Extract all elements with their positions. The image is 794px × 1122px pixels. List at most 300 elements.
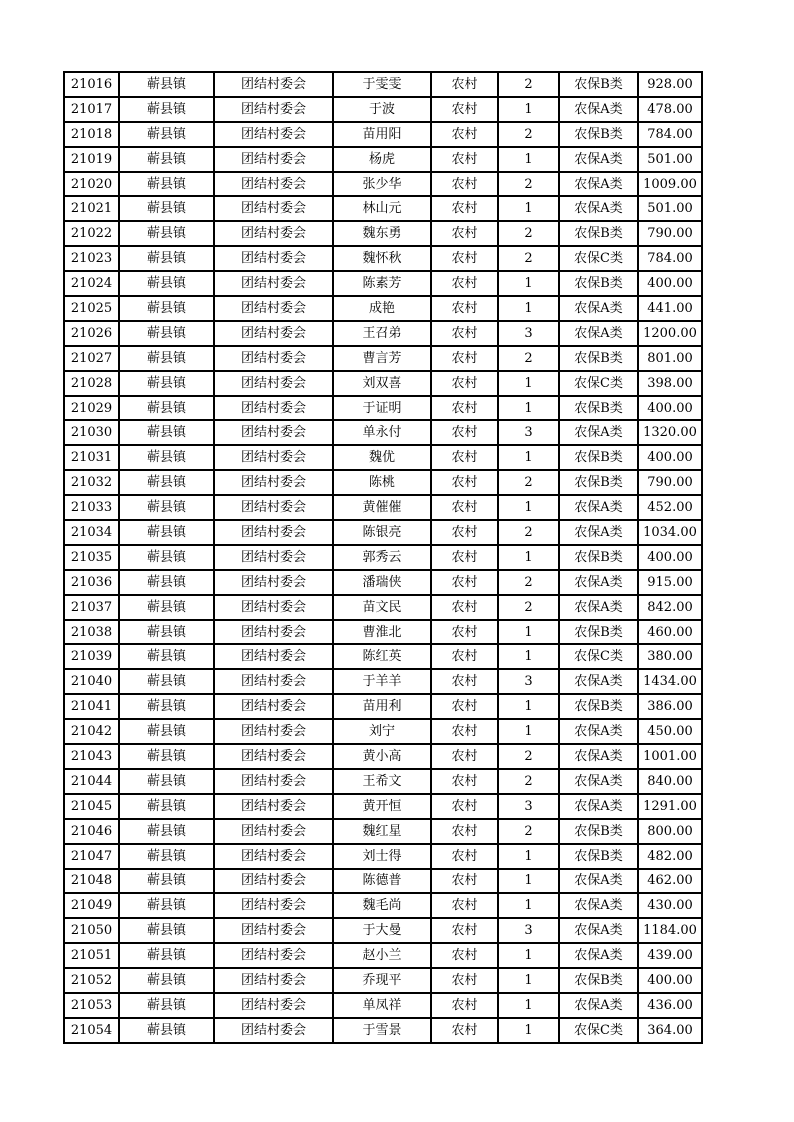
cell-serial-number: 21044 (64, 769, 119, 794)
cell-person-name: 乔现平 (333, 968, 431, 993)
cell-town: 蕲县镇 (119, 570, 214, 595)
cell-person-count: 1 (498, 371, 559, 396)
cell-village-committee: 团结村委会 (214, 520, 333, 545)
cell-person-name: 成艳 (333, 296, 431, 321)
cell-insurance-category: 农保B类 (559, 819, 638, 844)
cell-insurance-category: 农保B类 (559, 122, 638, 147)
cell-person-count: 1 (498, 296, 559, 321)
cell-person-count: 1 (498, 1018, 559, 1043)
cell-village-committee: 团结村委会 (214, 221, 333, 246)
cell-village-committee: 团结村委会 (214, 396, 333, 421)
table-row (64, 271, 702, 296)
cell-village-committee: 团结村委会 (214, 545, 333, 570)
cell-residence-type: 农村 (431, 943, 498, 968)
cell-person-name: 陈桃 (333, 470, 431, 495)
table-row (64, 595, 702, 620)
cell-insurance-category: 农保A类 (559, 993, 638, 1018)
cell-serial-number: 21041 (64, 694, 119, 719)
table-row (64, 97, 702, 122)
cell-person-count: 1 (498, 445, 559, 470)
cell-town: 蕲县镇 (119, 893, 214, 918)
table-row (64, 769, 702, 794)
table-row (64, 196, 702, 221)
cell-person-count: 1 (498, 869, 559, 894)
cell-town: 蕲县镇 (119, 520, 214, 545)
cell-village-committee: 团结村委会 (214, 794, 333, 819)
cell-amount: 400.00 (638, 445, 702, 470)
cell-village-committee: 团结村委会 (214, 196, 333, 221)
cell-residence-type: 农村 (431, 893, 498, 918)
cell-person-name: 赵小兰 (333, 943, 431, 968)
cell-insurance-category: 农保A类 (559, 172, 638, 197)
cell-town: 蕲县镇 (119, 470, 214, 495)
cell-town: 蕲县镇 (119, 844, 214, 869)
cell-residence-type: 农村 (431, 72, 498, 97)
cell-residence-type: 农村 (431, 644, 498, 669)
table-row (64, 869, 702, 894)
table-row (64, 72, 702, 97)
cell-serial-number: 21037 (64, 595, 119, 620)
cell-insurance-category: 农保A类 (559, 495, 638, 520)
cell-person-name: 于波 (333, 97, 431, 122)
cell-insurance-category: 农保B类 (559, 470, 638, 495)
cell-residence-type: 农村 (431, 545, 498, 570)
cell-person-name: 林山元 (333, 196, 431, 221)
cell-serial-number: 21017 (64, 97, 119, 122)
cell-village-committee: 团结村委会 (214, 296, 333, 321)
cell-amount: 430.00 (638, 893, 702, 918)
cell-village-committee: 团结村委会 (214, 371, 333, 396)
cell-village-committee: 团结村委会 (214, 246, 333, 271)
cell-insurance-category: 农保A类 (559, 420, 638, 445)
cell-residence-type: 农村 (431, 445, 498, 470)
cell-town: 蕲县镇 (119, 246, 214, 271)
cell-town: 蕲县镇 (119, 296, 214, 321)
cell-person-name: 黄小高 (333, 744, 431, 769)
cell-town: 蕲县镇 (119, 420, 214, 445)
table-row (64, 744, 702, 769)
table-row (64, 620, 702, 645)
cell-residence-type: 农村 (431, 819, 498, 844)
payment-table (63, 71, 703, 1044)
cell-residence-type: 农村 (431, 744, 498, 769)
cell-amount: 1034.00 (638, 520, 702, 545)
cell-amount: 1291.00 (638, 794, 702, 819)
cell-person-name: 于大曼 (333, 918, 431, 943)
cell-insurance-category: 农保A类 (559, 943, 638, 968)
cell-serial-number: 21026 (64, 321, 119, 346)
cell-village-committee: 团结村委会 (214, 595, 333, 620)
cell-amount: 1320.00 (638, 420, 702, 445)
cell-town: 蕲县镇 (119, 993, 214, 1018)
cell-village-committee: 团结村委会 (214, 346, 333, 371)
table-row (64, 172, 702, 197)
cell-residence-type: 农村 (431, 221, 498, 246)
cell-serial-number: 21038 (64, 620, 119, 645)
cell-insurance-category: 农保A类 (559, 744, 638, 769)
cell-town: 蕲县镇 (119, 221, 214, 246)
cell-serial-number: 21049 (64, 893, 119, 918)
cell-village-committee: 团结村委会 (214, 893, 333, 918)
cell-person-name: 魏东勇 (333, 221, 431, 246)
cell-person-name: 苗用阳 (333, 122, 431, 147)
cell-amount: 400.00 (638, 396, 702, 421)
cell-serial-number: 21039 (64, 644, 119, 669)
table-row (64, 1018, 702, 1043)
cell-person-count: 3 (498, 794, 559, 819)
cell-person-name: 陈德普 (333, 869, 431, 894)
cell-town: 蕲县镇 (119, 769, 214, 794)
cell-residence-type: 农村 (431, 669, 498, 694)
cell-amount: 915.00 (638, 570, 702, 595)
cell-residence-type: 农村 (431, 869, 498, 894)
cell-insurance-category: 农保A类 (559, 97, 638, 122)
cell-person-count: 2 (498, 346, 559, 371)
cell-insurance-category: 农保C类 (559, 1018, 638, 1043)
cell-town: 蕲县镇 (119, 869, 214, 894)
cell-serial-number: 21036 (64, 570, 119, 595)
cell-village-committee: 团结村委会 (214, 495, 333, 520)
cell-person-count: 2 (498, 819, 559, 844)
table-row (64, 669, 702, 694)
cell-amount: 400.00 (638, 545, 702, 570)
cell-amount: 452.00 (638, 495, 702, 520)
cell-town: 蕲县镇 (119, 346, 214, 371)
cell-person-count: 1 (498, 396, 559, 421)
cell-person-name: 陈素芳 (333, 271, 431, 296)
table-row (64, 968, 702, 993)
cell-insurance-category: 农保A类 (559, 669, 638, 694)
cell-amount: 400.00 (638, 968, 702, 993)
cell-insurance-category: 农保A类 (559, 147, 638, 172)
cell-village-committee: 团结村委会 (214, 943, 333, 968)
cell-town: 蕲县镇 (119, 396, 214, 421)
cell-person-count: 1 (498, 495, 559, 520)
cell-town: 蕲县镇 (119, 744, 214, 769)
cell-amount: 450.00 (638, 719, 702, 744)
cell-person-count: 3 (498, 918, 559, 943)
table-row (64, 893, 702, 918)
cell-residence-type: 农村 (431, 570, 498, 595)
cell-amount: 436.00 (638, 993, 702, 1018)
table-row (64, 794, 702, 819)
cell-amount: 501.00 (638, 196, 702, 221)
cell-village-committee: 团结村委会 (214, 72, 333, 97)
table-row (64, 420, 702, 445)
cell-amount: 800.00 (638, 819, 702, 844)
cell-insurance-category: 农保A类 (559, 570, 638, 595)
cell-residence-type: 农村 (431, 595, 498, 620)
cell-person-name: 魏怀秋 (333, 246, 431, 271)
cell-residence-type: 农村 (431, 271, 498, 296)
cell-serial-number: 21021 (64, 196, 119, 221)
cell-amount: 386.00 (638, 694, 702, 719)
cell-insurance-category: 农保A类 (559, 321, 638, 346)
cell-person-count: 2 (498, 246, 559, 271)
cell-person-name: 于证明 (333, 396, 431, 421)
cell-person-count: 2 (498, 470, 559, 495)
table-row (64, 396, 702, 421)
table-row (64, 321, 702, 346)
cell-insurance-category: 农保A类 (559, 918, 638, 943)
cell-residence-type: 农村 (431, 172, 498, 197)
cell-town: 蕲县镇 (119, 371, 214, 396)
cell-serial-number: 21050 (64, 918, 119, 943)
table-row (64, 246, 702, 271)
table-row (64, 545, 702, 570)
cell-insurance-category: 农保B类 (559, 694, 638, 719)
cell-residence-type: 农村 (431, 246, 498, 271)
cell-serial-number: 21052 (64, 968, 119, 993)
table-row (64, 943, 702, 968)
cell-residence-type: 农村 (431, 396, 498, 421)
cell-person-name: 苗文民 (333, 595, 431, 620)
table-row (64, 918, 702, 943)
cell-village-committee: 团结村委会 (214, 644, 333, 669)
cell-insurance-category: 农保C类 (559, 246, 638, 271)
cell-person-count: 1 (498, 694, 559, 719)
cell-residence-type: 农村 (431, 346, 498, 371)
table-row (64, 520, 702, 545)
cell-person-name: 魏优 (333, 445, 431, 470)
cell-person-name: 王召弟 (333, 321, 431, 346)
cell-person-count: 3 (498, 420, 559, 445)
cell-person-name: 潘瑞侠 (333, 570, 431, 595)
cell-insurance-category: 农保B类 (559, 968, 638, 993)
cell-person-name: 王希文 (333, 769, 431, 794)
cell-amount: 441.00 (638, 296, 702, 321)
cell-person-count: 1 (498, 196, 559, 221)
cell-person-count: 2 (498, 122, 559, 147)
cell-village-committee: 团结村委会 (214, 719, 333, 744)
cell-serial-number: 21054 (64, 1018, 119, 1043)
cell-serial-number: 21033 (64, 495, 119, 520)
cell-amount: 1009.00 (638, 172, 702, 197)
cell-residence-type: 农村 (431, 495, 498, 520)
cell-serial-number: 21051 (64, 943, 119, 968)
cell-village-committee: 团结村委会 (214, 993, 333, 1018)
cell-village-committee: 团结村委会 (214, 694, 333, 719)
cell-person-name: 陈红英 (333, 644, 431, 669)
table-row (64, 147, 702, 172)
cell-insurance-category: 农保C类 (559, 371, 638, 396)
cell-serial-number: 21020 (64, 172, 119, 197)
cell-village-committee: 团结村委会 (214, 669, 333, 694)
cell-residence-type: 农村 (431, 620, 498, 645)
cell-person-name: 刘士得 (333, 844, 431, 869)
cell-person-count: 3 (498, 321, 559, 346)
table-body (64, 72, 702, 1043)
cell-village-committee: 团结村委会 (214, 844, 333, 869)
cell-residence-type: 农村 (431, 296, 498, 321)
cell-serial-number: 21025 (64, 296, 119, 321)
cell-serial-number: 21043 (64, 744, 119, 769)
cell-amount: 842.00 (638, 595, 702, 620)
cell-town: 蕲县镇 (119, 644, 214, 669)
cell-town: 蕲县镇 (119, 719, 214, 744)
cell-village-committee: 团结村委会 (214, 769, 333, 794)
cell-village-committee: 团结村委会 (214, 147, 333, 172)
cell-amount: 1434.00 (638, 669, 702, 694)
cell-town: 蕲县镇 (119, 669, 214, 694)
cell-amount: 1200.00 (638, 321, 702, 346)
cell-serial-number: 21018 (64, 122, 119, 147)
cell-serial-number: 21022 (64, 221, 119, 246)
cell-village-committee: 团结村委会 (214, 869, 333, 894)
cell-town: 蕲县镇 (119, 1018, 214, 1043)
cell-village-committee: 团结村委会 (214, 744, 333, 769)
cell-amount: 439.00 (638, 943, 702, 968)
cell-person-name: 单永付 (333, 420, 431, 445)
table-row (64, 122, 702, 147)
cell-serial-number: 21040 (64, 669, 119, 694)
cell-insurance-category: 农保B类 (559, 221, 638, 246)
cell-serial-number: 21042 (64, 719, 119, 744)
cell-person-count: 1 (498, 719, 559, 744)
cell-serial-number: 21029 (64, 396, 119, 421)
table-row (64, 819, 702, 844)
cell-residence-type: 农村 (431, 470, 498, 495)
cell-amount: 400.00 (638, 271, 702, 296)
cell-person-name: 曹言芳 (333, 346, 431, 371)
cell-amount: 1184.00 (638, 918, 702, 943)
cell-town: 蕲县镇 (119, 620, 214, 645)
cell-serial-number: 21023 (64, 246, 119, 271)
cell-village-committee: 团结村委会 (214, 1018, 333, 1043)
cell-person-count: 1 (498, 644, 559, 669)
cell-amount: 460.00 (638, 620, 702, 645)
table-row (64, 445, 702, 470)
cell-village-committee: 团结村委会 (214, 445, 333, 470)
cell-insurance-category: 农保A类 (559, 869, 638, 894)
cell-person-count: 3 (498, 669, 559, 694)
cell-insurance-category: 农保B类 (559, 396, 638, 421)
cell-insurance-category: 农保A类 (559, 893, 638, 918)
cell-person-count: 1 (498, 968, 559, 993)
cell-insurance-category: 农保B类 (559, 620, 638, 645)
cell-town: 蕲县镇 (119, 271, 214, 296)
cell-serial-number: 21028 (64, 371, 119, 396)
cell-town: 蕲县镇 (119, 97, 214, 122)
table-row (64, 570, 702, 595)
cell-serial-number: 21046 (64, 819, 119, 844)
cell-serial-number: 21024 (64, 271, 119, 296)
cell-serial-number: 21016 (64, 72, 119, 97)
cell-town: 蕲县镇 (119, 968, 214, 993)
cell-serial-number: 21030 (64, 420, 119, 445)
cell-residence-type: 农村 (431, 794, 498, 819)
cell-residence-type: 农村 (431, 420, 498, 445)
table-row (64, 844, 702, 869)
cell-residence-type: 农村 (431, 918, 498, 943)
cell-person-name: 魏红星 (333, 819, 431, 844)
table-row (64, 346, 702, 371)
cell-village-committee: 团结村委会 (214, 620, 333, 645)
cell-residence-type: 农村 (431, 122, 498, 147)
cell-town: 蕲县镇 (119, 545, 214, 570)
cell-residence-type: 农村 (431, 97, 498, 122)
cell-insurance-category: 农保B类 (559, 844, 638, 869)
cell-town: 蕲县镇 (119, 445, 214, 470)
cell-person-name: 于雯雯 (333, 72, 431, 97)
cell-insurance-category: 农保A类 (559, 595, 638, 620)
cell-residence-type: 农村 (431, 719, 498, 744)
cell-person-count: 1 (498, 147, 559, 172)
table-row (64, 221, 702, 246)
cell-residence-type: 农村 (431, 968, 498, 993)
cell-person-count: 1 (498, 545, 559, 570)
cell-village-committee: 团结村委会 (214, 321, 333, 346)
cell-person-count: 2 (498, 769, 559, 794)
table-row (64, 644, 702, 669)
table-row (64, 719, 702, 744)
cell-residence-type: 农村 (431, 371, 498, 396)
cell-serial-number: 21045 (64, 794, 119, 819)
cell-insurance-category: 农保A类 (559, 196, 638, 221)
cell-person-name: 张少华 (333, 172, 431, 197)
cell-residence-type: 农村 (431, 520, 498, 545)
table-row (64, 470, 702, 495)
cell-insurance-category: 农保B类 (559, 445, 638, 470)
cell-village-committee: 团结村委会 (214, 172, 333, 197)
cell-person-count: 1 (498, 620, 559, 645)
cell-person-name: 黄开恒 (333, 794, 431, 819)
cell-residence-type: 农村 (431, 147, 498, 172)
cell-village-committee: 团结村委会 (214, 968, 333, 993)
cell-serial-number: 21034 (64, 520, 119, 545)
cell-serial-number: 21031 (64, 445, 119, 470)
cell-person-count: 2 (498, 172, 559, 197)
cell-person-count: 1 (498, 993, 559, 1018)
cell-village-committee: 团结村委会 (214, 470, 333, 495)
cell-town: 蕲县镇 (119, 147, 214, 172)
cell-amount: 1001.00 (638, 744, 702, 769)
cell-amount: 380.00 (638, 644, 702, 669)
cell-person-name: 于雪景 (333, 1018, 431, 1043)
cell-serial-number: 21035 (64, 545, 119, 570)
cell-village-committee: 团结村委会 (214, 271, 333, 296)
cell-serial-number: 21032 (64, 470, 119, 495)
cell-person-name: 黄催催 (333, 495, 431, 520)
cell-residence-type: 农村 (431, 993, 498, 1018)
cell-amount: 478.00 (638, 97, 702, 122)
table-row (64, 371, 702, 396)
cell-person-name: 曹淮北 (333, 620, 431, 645)
cell-town: 蕲县镇 (119, 694, 214, 719)
cell-person-name: 陈银亮 (333, 520, 431, 545)
cell-person-name: 杨虎 (333, 147, 431, 172)
cell-person-name: 刘双喜 (333, 371, 431, 396)
cell-town: 蕲县镇 (119, 72, 214, 97)
cell-insurance-category: 农保A类 (559, 719, 638, 744)
cell-town: 蕲县镇 (119, 595, 214, 620)
cell-residence-type: 农村 (431, 321, 498, 346)
cell-residence-type: 农村 (431, 196, 498, 221)
cell-amount: 398.00 (638, 371, 702, 396)
table-row (64, 993, 702, 1018)
cell-insurance-category: 农保A类 (559, 296, 638, 321)
cell-insurance-category: 农保B类 (559, 545, 638, 570)
cell-person-name: 郭秀云 (333, 545, 431, 570)
cell-person-count: 1 (498, 943, 559, 968)
cell-person-count: 2 (498, 744, 559, 769)
cell-person-count: 1 (498, 97, 559, 122)
cell-person-name: 刘宁 (333, 719, 431, 744)
table-row (64, 694, 702, 719)
cell-person-count: 1 (498, 844, 559, 869)
cell-person-count: 2 (498, 595, 559, 620)
cell-insurance-category: 农保B类 (559, 72, 638, 97)
